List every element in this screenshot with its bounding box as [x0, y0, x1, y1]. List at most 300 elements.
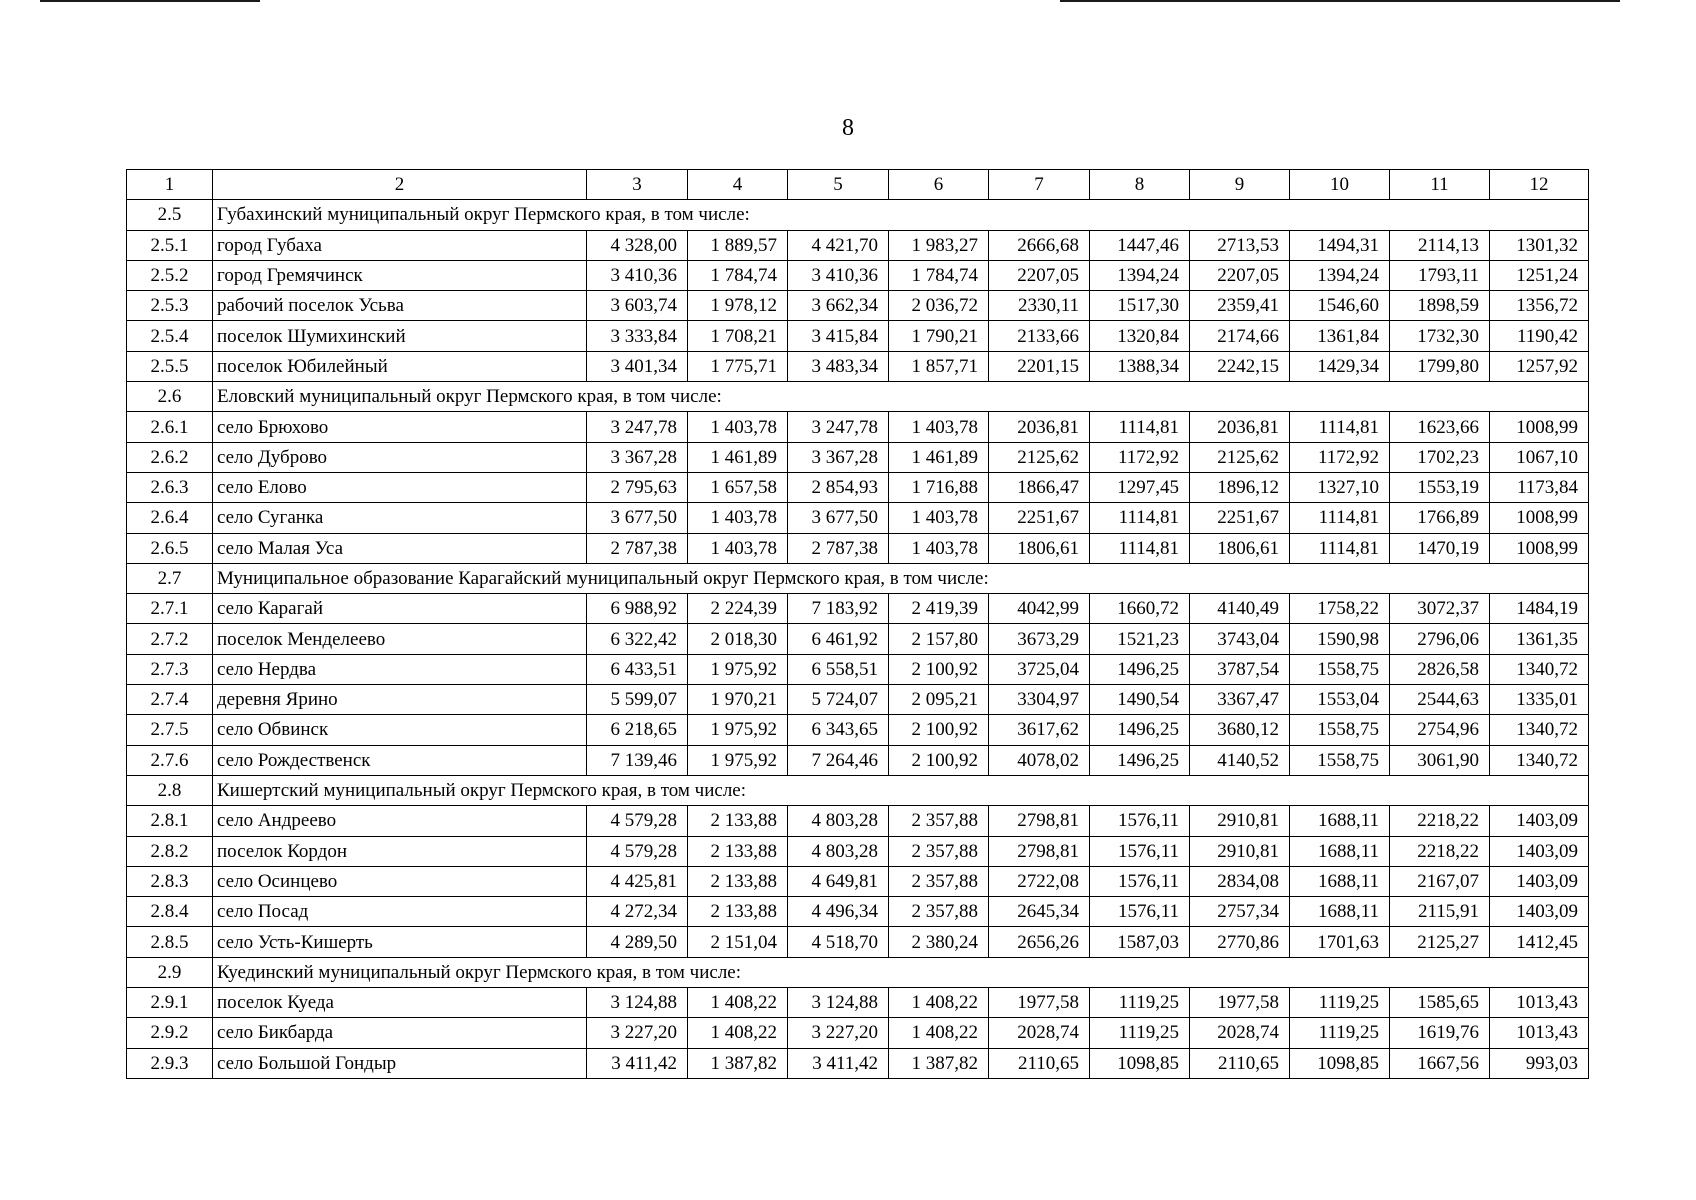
section-title: Муниципальное образование Карагайский муниципальный округ Пермского края, в том числе: [213, 563, 1589, 593]
column-number-cell: 12 [1490, 170, 1589, 200]
settlement-name: село Брюхово [213, 412, 587, 442]
value-cell: 1361,84 [1290, 321, 1390, 351]
value-cell: 2359,41 [1190, 291, 1290, 321]
value-cell: 2826,58 [1390, 654, 1490, 684]
value-cell: 3680,12 [1190, 715, 1290, 745]
value-cell: 4 289,50 [587, 927, 688, 957]
value-cell: 2 100,92 [889, 654, 989, 684]
value-cell: 3304,97 [989, 685, 1090, 715]
table-row [127, 715, 1589, 745]
value-cell: 2 133,88 [688, 836, 788, 866]
row-code: 2.5.5 [127, 351, 213, 381]
value-cell: 1098,85 [1290, 1048, 1390, 1078]
settlement-name: село Суганка [213, 503, 587, 533]
settlement-name: село Малая Уса [213, 533, 587, 563]
value-cell: 2666,68 [989, 230, 1090, 260]
value-cell: 3 124,88 [587, 988, 688, 1018]
row-code: 2.9.3 [127, 1048, 213, 1078]
value-cell: 1806,61 [1190, 533, 1290, 563]
value-cell: 1172,92 [1290, 442, 1390, 472]
settlement-name: село Осинцево [213, 866, 587, 896]
value-cell: 1732,30 [1390, 321, 1490, 351]
value-cell: 2 380,24 [889, 927, 989, 957]
value-cell: 7 264,46 [788, 745, 889, 775]
value-cell: 1558,75 [1290, 715, 1390, 745]
scan-edge-top-right [1060, 0, 1620, 2]
value-cell: 2207,05 [1190, 260, 1290, 290]
value-cell: 2798,81 [989, 836, 1090, 866]
value-cell: 3 247,78 [587, 412, 688, 442]
value-cell: 1 403,78 [688, 412, 788, 442]
value-cell: 1190,42 [1490, 321, 1589, 351]
value-cell: 1660,72 [1090, 594, 1190, 624]
value-cell: 1 975,92 [688, 745, 788, 775]
value-cell: 1340,72 [1490, 654, 1589, 684]
table-row [127, 745, 1589, 775]
value-cell: 1098,85 [1090, 1048, 1190, 1078]
section-title: Еловский муниципальный округ Пермского края, в том числе: [213, 382, 1589, 412]
value-cell: 4 518,70 [788, 927, 889, 957]
settlement-name: город Гремячинск [213, 260, 587, 290]
value-cell: 1521,23 [1090, 624, 1190, 654]
section-row [127, 382, 1589, 412]
value-cell: 1403,09 [1490, 836, 1589, 866]
value-cell: 1340,72 [1490, 715, 1589, 745]
value-cell: 3 124,88 [788, 988, 889, 1018]
column-number-cell: 6 [889, 170, 989, 200]
value-cell: 1490,54 [1090, 685, 1190, 715]
value-cell: 1702,23 [1390, 442, 1490, 472]
value-cell: 1114,81 [1090, 533, 1190, 563]
value-cell: 1 657,58 [688, 472, 788, 502]
value-cell: 2 095,21 [889, 685, 989, 715]
table-row [127, 442, 1589, 472]
value-cell: 1576,11 [1090, 836, 1190, 866]
value-cell: 1008,99 [1490, 533, 1589, 563]
value-cell: 1119,25 [1290, 1018, 1390, 1048]
table-row [127, 260, 1589, 290]
section-row [127, 200, 1589, 230]
value-cell: 2796,06 [1390, 624, 1490, 654]
value-cell: 2910,81 [1190, 806, 1290, 836]
value-cell: 1 408,22 [889, 1018, 989, 1048]
value-cell: 1701,63 [1290, 927, 1390, 957]
value-cell: 1 857,71 [889, 351, 989, 381]
value-cell: 1 461,89 [688, 442, 788, 472]
value-cell: 2 133,88 [688, 897, 788, 927]
value-cell: 2028,74 [989, 1018, 1090, 1048]
value-cell: 1067,10 [1490, 442, 1589, 472]
row-code: 2.6.1 [127, 412, 213, 442]
settlement-name: село Посад [213, 897, 587, 927]
table-row [127, 503, 1589, 533]
value-cell: 1 975,92 [688, 715, 788, 745]
section-code: 2.7 [127, 563, 213, 593]
value-cell: 1688,11 [1290, 866, 1390, 896]
value-cell: 3 247,78 [788, 412, 889, 442]
table-row [127, 624, 1589, 654]
table-row [127, 291, 1589, 321]
value-cell: 2242,15 [1190, 351, 1290, 381]
value-cell: 2125,62 [989, 442, 1090, 472]
value-cell: 2115,91 [1390, 897, 1490, 927]
value-cell: 1553,04 [1290, 685, 1390, 715]
value-cell: 1977,58 [989, 988, 1090, 1018]
row-code: 2.7.4 [127, 685, 213, 715]
value-cell: 993,03 [1490, 1048, 1589, 1078]
value-cell: 1 784,74 [688, 260, 788, 290]
row-code: 2.5.1 [127, 230, 213, 260]
value-cell: 1429,34 [1290, 351, 1390, 381]
column-number-cell: 1 [127, 170, 213, 200]
value-cell: 1587,03 [1090, 927, 1190, 957]
value-cell: 1866,47 [989, 472, 1090, 502]
value-cell: 4 496,34 [788, 897, 889, 927]
value-cell: 1 403,78 [688, 533, 788, 563]
value-cell: 1546,60 [1290, 291, 1390, 321]
column-number-cell: 5 [788, 170, 889, 200]
value-cell: 3 677,50 [788, 503, 889, 533]
table-row [127, 533, 1589, 563]
value-cell: 3 411,42 [788, 1048, 889, 1078]
value-cell: 1590,98 [1290, 624, 1390, 654]
value-cell: 3 483,34 [788, 351, 889, 381]
value-cell: 1008,99 [1490, 412, 1589, 442]
column-number-cell: 10 [1290, 170, 1390, 200]
value-cell: 1119,25 [1290, 988, 1390, 1018]
value-cell: 1688,11 [1290, 836, 1390, 866]
value-cell: 2167,07 [1390, 866, 1490, 896]
value-cell: 1013,43 [1490, 1018, 1589, 1048]
value-cell: 1297,45 [1090, 472, 1190, 502]
column-number-row [127, 170, 1589, 200]
value-cell: 1 975,92 [688, 654, 788, 684]
value-cell: 1394,24 [1090, 260, 1190, 290]
value-cell: 1 408,22 [688, 988, 788, 1018]
section-code: 2.9 [127, 957, 213, 987]
value-cell: 2544,63 [1390, 685, 1490, 715]
value-cell: 2036,81 [1190, 412, 1290, 442]
value-cell: 2133,66 [989, 321, 1090, 351]
section-row [127, 563, 1589, 593]
value-cell: 1799,80 [1390, 351, 1490, 381]
value-cell: 2201,15 [989, 351, 1090, 381]
value-cell: 1 889,57 [688, 230, 788, 260]
value-cell: 1977,58 [1190, 988, 1290, 1018]
scan-edge-top-left [40, 0, 260, 2]
value-cell: 1412,45 [1490, 927, 1589, 957]
value-cell: 2174,66 [1190, 321, 1290, 351]
value-cell: 1361,35 [1490, 624, 1589, 654]
row-code: 2.7.2 [127, 624, 213, 654]
value-cell: 4 425,81 [587, 866, 688, 896]
value-cell: 1 408,22 [889, 988, 989, 1018]
value-cell: 2 357,88 [889, 866, 989, 896]
value-cell: 1 403,78 [688, 503, 788, 533]
section-title: Кишертский муниципальный округ Пермского края, в том числе: [213, 775, 1589, 805]
value-cell: 1806,61 [989, 533, 1090, 563]
value-cell: 2 419,39 [889, 594, 989, 624]
tariff-table [126, 169, 1589, 1079]
value-cell: 6 218,65 [587, 715, 688, 745]
value-cell: 2 224,39 [688, 594, 788, 624]
value-cell: 1 461,89 [889, 442, 989, 472]
value-cell: 1257,92 [1490, 351, 1589, 381]
table-body [127, 170, 1589, 1079]
table-row [127, 230, 1589, 260]
settlement-name: поселок Менделеево [213, 624, 587, 654]
row-code: 2.8.4 [127, 897, 213, 927]
value-cell: 2 787,38 [788, 533, 889, 563]
section-row [127, 957, 1589, 987]
section-code: 2.6 [127, 382, 213, 412]
value-cell: 3367,47 [1190, 685, 1290, 715]
table-row [127, 897, 1589, 927]
value-cell: 3617,62 [989, 715, 1090, 745]
table-row [127, 988, 1589, 1018]
column-number-cell: 4 [688, 170, 788, 200]
value-cell: 5 599,07 [587, 685, 688, 715]
value-cell: 1758,22 [1290, 594, 1390, 624]
value-cell: 1 775,71 [688, 351, 788, 381]
value-cell: 6 558,51 [788, 654, 889, 684]
value-cell: 6 433,51 [587, 654, 688, 684]
row-code: 2.6.5 [127, 533, 213, 563]
value-cell: 1356,72 [1490, 291, 1589, 321]
table-row [127, 685, 1589, 715]
value-cell: 1119,25 [1090, 988, 1190, 1018]
value-cell: 2028,74 [1190, 1018, 1290, 1048]
value-cell: 1 387,82 [889, 1048, 989, 1078]
value-cell: 3 410,36 [587, 260, 688, 290]
value-cell: 1403,09 [1490, 806, 1589, 836]
settlement-name: поселок Кордон [213, 836, 587, 866]
value-cell: 1688,11 [1290, 897, 1390, 927]
value-cell: 2754,96 [1390, 715, 1490, 745]
value-cell: 6 322,42 [587, 624, 688, 654]
value-cell: 1251,24 [1490, 260, 1589, 290]
table-row [127, 927, 1589, 957]
value-cell: 2722,08 [989, 866, 1090, 896]
value-cell: 3061,90 [1390, 745, 1490, 775]
value-cell: 3 367,28 [788, 442, 889, 472]
value-cell: 1394,24 [1290, 260, 1390, 290]
value-cell: 3 410,36 [788, 260, 889, 290]
value-cell: 3743,04 [1190, 624, 1290, 654]
value-cell: 3673,29 [989, 624, 1090, 654]
row-code: 2.7.1 [127, 594, 213, 624]
row-code: 2.5.4 [127, 321, 213, 351]
row-code: 2.5.2 [127, 260, 213, 290]
value-cell: 2 100,92 [889, 715, 989, 745]
value-cell: 1114,81 [1090, 412, 1190, 442]
value-cell: 1 408,22 [688, 1018, 788, 1048]
value-cell: 1 387,82 [688, 1048, 788, 1078]
settlement-name: село Рождественск [213, 745, 587, 775]
value-cell: 2 133,88 [688, 866, 788, 896]
value-cell: 2110,65 [989, 1048, 1090, 1078]
value-cell: 2218,22 [1390, 836, 1490, 866]
value-cell: 1 716,88 [889, 472, 989, 502]
value-cell: 2798,81 [989, 806, 1090, 836]
row-code: 2.6.3 [127, 472, 213, 502]
row-code: 2.6.4 [127, 503, 213, 533]
value-cell: 1496,25 [1090, 745, 1190, 775]
row-code: 2.6.2 [127, 442, 213, 472]
table-row [127, 1018, 1589, 1048]
value-cell: 3 662,34 [788, 291, 889, 321]
value-cell: 7 183,92 [788, 594, 889, 624]
value-cell: 1114,81 [1290, 412, 1390, 442]
value-cell: 1114,81 [1090, 503, 1190, 533]
value-cell: 1 790,21 [889, 321, 989, 351]
value-cell: 1496,25 [1090, 715, 1190, 745]
value-cell: 1470,19 [1390, 533, 1490, 563]
table-row [127, 594, 1589, 624]
value-cell: 1447,46 [1090, 230, 1190, 260]
value-cell: 2656,26 [989, 927, 1090, 957]
value-cell: 1388,34 [1090, 351, 1190, 381]
value-cell: 3 677,50 [587, 503, 688, 533]
value-cell: 2 018,30 [688, 624, 788, 654]
column-number-cell: 9 [1190, 170, 1290, 200]
value-cell: 1172,92 [1090, 442, 1190, 472]
value-cell: 1119,25 [1090, 1018, 1190, 1048]
column-number-cell: 7 [989, 170, 1090, 200]
value-cell: 1008,99 [1490, 503, 1589, 533]
value-cell: 3 411,42 [587, 1048, 688, 1078]
section-code: 2.5 [127, 200, 213, 230]
value-cell: 1403,09 [1490, 866, 1589, 896]
value-cell: 2251,67 [1190, 503, 1290, 533]
value-cell: 2330,11 [989, 291, 1090, 321]
value-cell: 4 328,00 [587, 230, 688, 260]
value-cell: 1173,84 [1490, 472, 1589, 502]
value-cell: 1013,43 [1490, 988, 1589, 1018]
value-cell: 1 403,78 [889, 412, 989, 442]
value-cell: 2251,67 [989, 503, 1090, 533]
settlement-name: село Елово [213, 472, 587, 502]
value-cell: 2125,62 [1190, 442, 1290, 472]
value-cell: 1 708,21 [688, 321, 788, 351]
value-cell: 2910,81 [1190, 836, 1290, 866]
value-cell: 1896,12 [1190, 472, 1290, 502]
row-code: 2.8.5 [127, 927, 213, 957]
value-cell: 4 272,34 [587, 897, 688, 927]
value-cell: 6 988,92 [587, 594, 688, 624]
table-row [127, 1048, 1589, 1078]
value-cell: 2 357,88 [889, 897, 989, 927]
value-cell: 2770,86 [1190, 927, 1290, 957]
value-cell: 1496,25 [1090, 654, 1190, 684]
value-cell: 2757,34 [1190, 897, 1290, 927]
settlement-name: село Усть-Кишерть [213, 927, 587, 957]
value-cell: 1553,19 [1390, 472, 1490, 502]
section-title: Губахинский муниципальный округ Пермского края, в том числе: [213, 200, 1589, 230]
value-cell: 1558,75 [1290, 745, 1390, 775]
row-code: 2.8.3 [127, 866, 213, 896]
value-cell: 1484,19 [1490, 594, 1589, 624]
value-cell: 2125,27 [1390, 927, 1490, 957]
value-cell: 1494,31 [1290, 230, 1390, 260]
value-cell: 3 227,20 [587, 1018, 688, 1048]
column-number-cell: 2 [213, 170, 587, 200]
table-row [127, 806, 1589, 836]
value-cell: 4 803,28 [788, 806, 889, 836]
row-code: 2.8.2 [127, 836, 213, 866]
value-cell: 2 157,80 [889, 624, 989, 654]
value-cell: 2207,05 [989, 260, 1090, 290]
value-cell: 7 139,46 [587, 745, 688, 775]
value-cell: 3787,54 [1190, 654, 1290, 684]
value-cell: 3 415,84 [788, 321, 889, 351]
value-cell: 2114,13 [1390, 230, 1490, 260]
value-cell: 2834,08 [1190, 866, 1290, 896]
value-cell: 1517,30 [1090, 291, 1190, 321]
value-cell: 1 983,27 [889, 230, 989, 260]
value-cell: 4042,99 [989, 594, 1090, 624]
value-cell: 1576,11 [1090, 806, 1190, 836]
table-row [127, 351, 1589, 381]
table-row [127, 836, 1589, 866]
column-number-cell: 11 [1390, 170, 1490, 200]
value-cell: 5 724,07 [788, 685, 889, 715]
value-cell: 2713,53 [1190, 230, 1290, 260]
value-cell: 1 403,78 [889, 533, 989, 563]
value-cell: 2 357,88 [889, 836, 989, 866]
settlement-name: село Нердва [213, 654, 587, 684]
value-cell: 1576,11 [1090, 897, 1190, 927]
value-cell: 2110,65 [1190, 1048, 1290, 1078]
page-number: 8 [842, 115, 854, 141]
value-cell: 1688,11 [1290, 806, 1390, 836]
value-cell: 1 970,21 [688, 685, 788, 715]
value-cell: 6 343,65 [788, 715, 889, 745]
value-cell: 1320,84 [1090, 321, 1190, 351]
table-row [127, 412, 1589, 442]
value-cell: 1585,65 [1390, 988, 1490, 1018]
value-cell: 6 461,92 [788, 624, 889, 654]
value-cell: 1793,11 [1390, 260, 1490, 290]
settlement-name: поселок Шумихинский [213, 321, 587, 351]
value-cell: 2 795,63 [587, 472, 688, 502]
value-cell: 4 579,28 [587, 806, 688, 836]
value-cell: 1114,81 [1290, 503, 1390, 533]
table-row [127, 321, 1589, 351]
value-cell: 1 978,12 [688, 291, 788, 321]
value-cell: 1898,59 [1390, 291, 1490, 321]
value-cell: 3 227,20 [788, 1018, 889, 1048]
value-cell: 1623,66 [1390, 412, 1490, 442]
section-code: 2.8 [127, 775, 213, 805]
settlement-name: поселок Куеда [213, 988, 587, 1018]
settlement-name: село Карагай [213, 594, 587, 624]
column-number-cell: 3 [587, 170, 688, 200]
value-cell: 2 787,38 [587, 533, 688, 563]
table-row [127, 866, 1589, 896]
settlement-name: село Бикбарда [213, 1018, 587, 1048]
section-title: Куединский муниципальный округ Пермского края, в том числе: [213, 957, 1589, 987]
row-code: 2.7.6 [127, 745, 213, 775]
row-code: 2.7.3 [127, 654, 213, 684]
settlement-name: село Андреево [213, 806, 587, 836]
value-cell: 2036,81 [989, 412, 1090, 442]
settlement-name: село Обвинск [213, 715, 587, 745]
value-cell: 4 579,28 [587, 836, 688, 866]
settlement-name: село Большой Гондыр [213, 1048, 587, 1078]
value-cell: 3 401,34 [587, 351, 688, 381]
settlement-name: село Дуброво [213, 442, 587, 472]
